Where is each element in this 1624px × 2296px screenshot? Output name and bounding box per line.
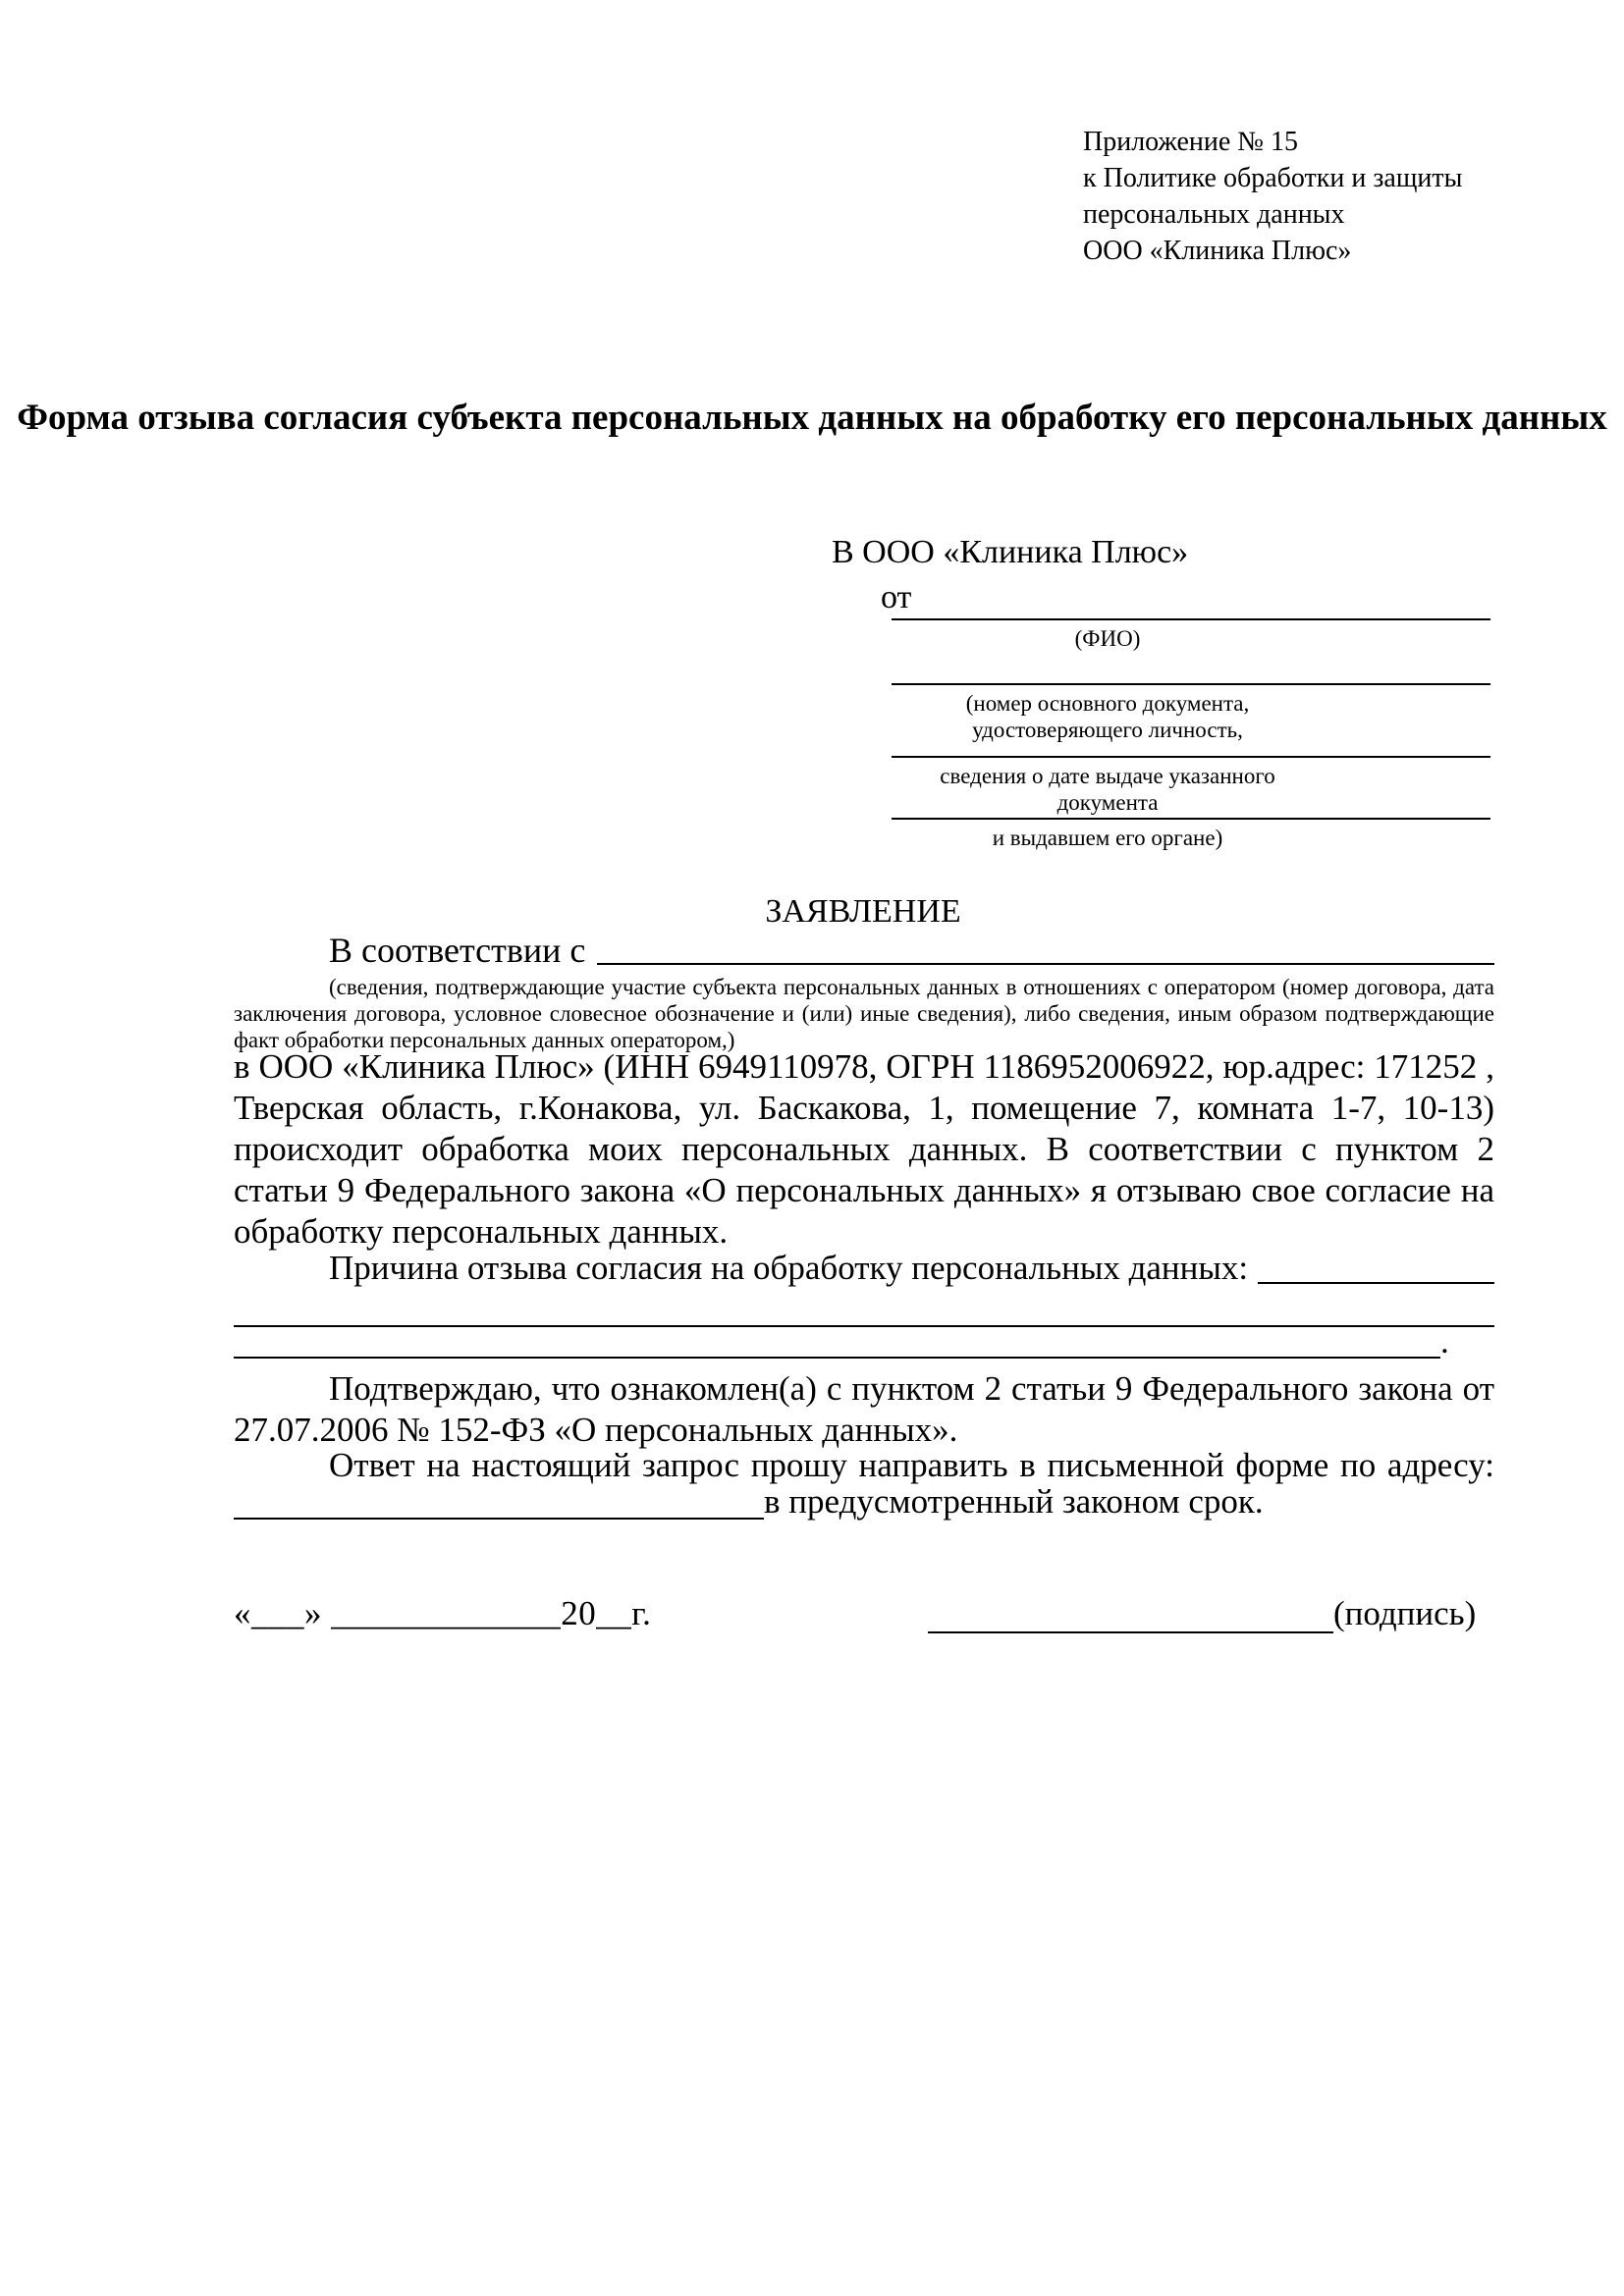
reason-label: Причина отзыва согласия на обработку персональных данных: <box>329 1249 1249 1287</box>
reason-blank-line-2 <box>234 1326 1440 1359</box>
statement-heading: ЗАЯВЛЕНИЕ <box>765 893 961 930</box>
signature-blank-line <box>928 1596 1333 1633</box>
reason-blank-line-start <box>1258 1281 1494 1284</box>
issuing-authority-blank-line <box>892 788 1490 820</box>
appendix-line-3: персональных данных <box>1083 199 1345 230</box>
appendix-line-4: ООО «Клиника Плюс» <box>1083 236 1352 266</box>
issuing-authority-caption: и выдавшем его органе) <box>992 826 1223 850</box>
reply-address-row <box>234 1484 1494 1520</box>
intro-prefix: В соответствии с <box>329 931 586 970</box>
document-title: Форма отзыва согласия субъекта персональных данных на обработку его персональных данных <box>17 398 1607 438</box>
reply-suffix: в предусмотренный законом срок. <box>764 1482 1264 1521</box>
signature-caption: (подпись) <box>1333 1594 1477 1632</box>
id-document-blank-line <box>892 654 1490 685</box>
confirmation-paragraph: Подтверждаю, что ознакомлен(а) с пунктом 2 статьи 9 Федерального закона от 27.07.2006 № 152-ФЗ «О персональных данных». <box>234 1369 1494 1449</box>
date-blank: «___» _____________20__г. <box>234 1594 652 1632</box>
issue-date-caption: сведения о дате выдаче указанного документа <box>940 764 1275 815</box>
reason-blank-line-2-row <box>234 1322 1494 1361</box>
fio-caption: (ФИО) <box>1074 626 1141 651</box>
appendix-block <box>1083 124 1544 269</box>
addressee-organization: В ООО «Клиника Плюс» <box>832 534 1189 570</box>
fio-field <box>892 589 1490 652</box>
reason-line-period: . <box>1440 1322 1449 1361</box>
reason-row <box>234 1249 1494 1288</box>
issue-date-blank-line <box>892 726 1490 758</box>
issuing-authority-field <box>892 788 1490 851</box>
appendix-line-2: к Политике обработки и защиты <box>1083 163 1463 193</box>
basis-blank-line <box>597 962 1494 965</box>
reply-request-paragraph: Ответ на настоящий запрос прошу направить в письменной форме по адресу: <box>329 1446 1494 1484</box>
signature-row <box>928 1594 1476 1633</box>
addressee-from-label: от <box>881 579 912 615</box>
reason-blank-line-1 <box>234 1294 1494 1327</box>
id-document-caption: (номер основного документа, удостоверяющего личность, <box>965 691 1250 742</box>
statement-body: в ООО «Клиника Плюс» (ИНН 6949110978, ОГРН 1186952006922, юр.адрес: 171252 , Тверская область, г.Конакова, ул. Баскакова, 1, помещение 7, комната 1-7, 10-13) происходит обработка моих персональных данных. В соответствии с пунктом 2 статьи 9 Федерального закона «О персональных данных» я отзываю свое согласие на обработку персональных данных. <box>234 1047 1494 1251</box>
intro-row <box>234 931 1494 970</box>
intro-footnote: (сведения, подтверждающие участие субъекта персональных данных в отношениях с оператором (номер договора, дата заключения договора, условное словесное обозначение и (или) иные сведения), либо сведения, иным образом подтверждающие факт обработки персональных данных оператором,) <box>234 975 1494 1052</box>
fio-blank-line <box>892 589 1490 620</box>
appendix-line-1: Приложение № 15 <box>1083 127 1298 157</box>
reply-address-blank-line <box>234 1485 764 1520</box>
